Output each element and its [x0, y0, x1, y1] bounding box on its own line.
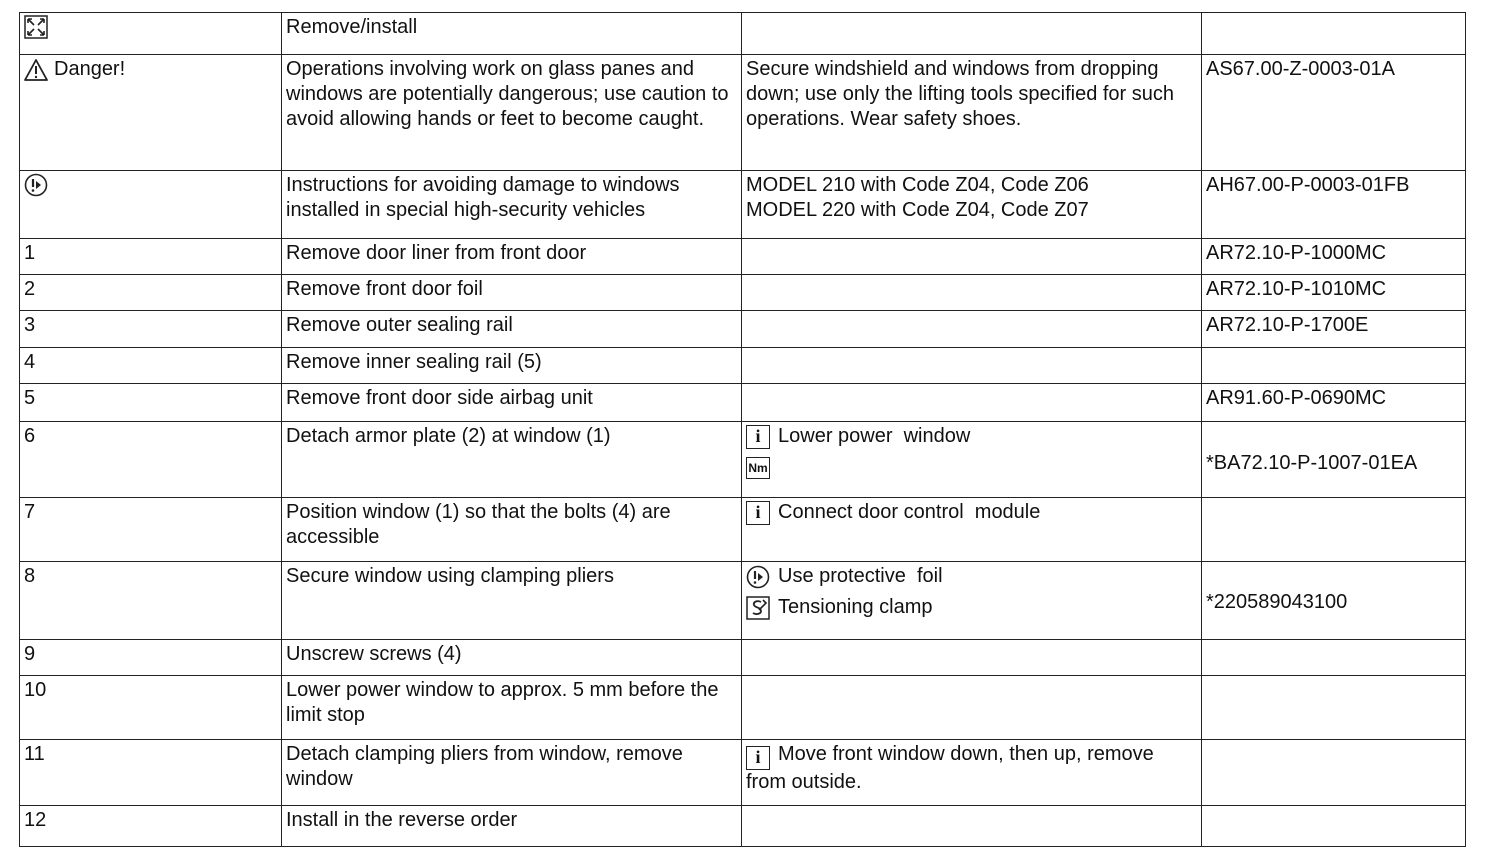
danger-remedy: Secure windshield and windows from dropping down; use only the lifting tools specified for such operations. Wear safety shoes.: [742, 55, 1202, 171]
info-icon[interactable]: i: [746, 501, 770, 525]
warning-triangle-icon: [24, 58, 48, 82]
step-ref-link[interactable]: AR72.10-P-1700E: [1202, 311, 1466, 348]
table-row: [20, 740, 1466, 806]
step-note: Move front window down, then up, remove from outside.: [746, 743, 1154, 793]
step-note: Lower power window: [778, 425, 971, 447]
step-number: 8: [20, 562, 282, 640]
special-tool-icon[interactable]: [746, 596, 770, 620]
step-number: 3: [20, 311, 282, 348]
table-row: [20, 13, 1466, 55]
table-row: [20, 498, 1466, 562]
step-number: 12: [20, 806, 282, 847]
procedure-title: Remove/install: [282, 13, 742, 55]
table-row: [20, 348, 1466, 384]
step-number: 5: [20, 384, 282, 422]
model-line: MODEL 220 with Code Z04, Code Z07: [746, 199, 1089, 221]
step-note: Tensioning clamp: [778, 596, 933, 618]
step-action: Remove inner sealing rail (5): [282, 348, 742, 384]
table-row: [20, 640, 1466, 676]
step-ref-link[interactable]: *BA72.10-P-1007-01EA: [1206, 452, 1418, 474]
step-ref-link[interactable]: [1202, 676, 1466, 740]
step-number: 10: [20, 676, 282, 740]
caution-note-icon: [24, 173, 48, 197]
procedure-table: [19, 12, 1466, 847]
table-row: [20, 55, 1466, 171]
step-note: Use protective foil: [778, 565, 943, 587]
danger-text: Operations involving work on glass panes and windows are potentially dangerous; use caution to avoid allowing hands or feet to become caught.: [282, 55, 742, 171]
step-ref-link[interactable]: AR91.60-P-0690MC: [1202, 384, 1466, 422]
step-number: 1: [20, 239, 282, 275]
expand-arrows-icon: [24, 15, 48, 39]
model-line: MODEL 210 with Code Z04, Code Z06: [746, 174, 1089, 196]
table-row: [20, 311, 1466, 348]
table-row: [20, 562, 1466, 640]
step-action: Remove outer sealing rail: [282, 311, 742, 348]
step-action: Install in the reverse order: [282, 806, 742, 847]
danger-label: Danger!: [54, 58, 126, 80]
step-action: Unscrew screws (4): [282, 640, 742, 676]
caution-ref-link[interactable]: AH67.00-P-0003-01FB: [1202, 171, 1466, 239]
step-ref-link[interactable]: [1202, 740, 1466, 806]
step-number: 6: [20, 422, 282, 498]
step-action: Lower power window to approx. 5 mm before the limit stop: [282, 676, 742, 740]
step-ref-link[interactable]: AR72.10-P-1010MC: [1202, 275, 1466, 311]
step-number: 9: [20, 640, 282, 676]
table-row: [20, 422, 1466, 498]
step-number: 2: [20, 275, 282, 311]
step-action: Secure window using clamping pliers: [282, 562, 742, 640]
step-ref-link[interactable]: [1202, 806, 1466, 847]
step-action: Remove front door side airbag unit: [282, 384, 742, 422]
table-row: [20, 275, 1466, 311]
step-ref-link[interactable]: [1202, 640, 1466, 676]
torque-nm-icon[interactable]: Nm: [746, 457, 770, 479]
step-ref-link[interactable]: [1202, 498, 1466, 562]
step-number: 7: [20, 498, 282, 562]
step-action: Remove front door foil: [282, 275, 742, 311]
step-note: Connect door control module: [778, 501, 1041, 523]
step-action: Position window (1) so that the bolts (4) are accessible: [282, 498, 742, 562]
step-number: 11: [20, 740, 282, 806]
table-row: [20, 806, 1466, 847]
caution-note-icon[interactable]: [746, 565, 770, 589]
step-ref-link[interactable]: *220589043100: [1206, 591, 1348, 613]
step-ref-link[interactable]: [1202, 348, 1466, 384]
table-row: [20, 171, 1466, 239]
step-number: 4: [20, 348, 282, 384]
step-ref-link[interactable]: AR72.10-P-1000MC: [1202, 239, 1466, 275]
info-icon[interactable]: i: [746, 746, 770, 770]
table-row: [20, 676, 1466, 740]
info-icon[interactable]: i: [746, 425, 770, 449]
table-row: [20, 239, 1466, 275]
caution-text: Instructions for avoiding damage to windows installed in special high-security vehicles: [282, 171, 742, 239]
danger-ref-link[interactable]: AS67.00-Z-0003-01A: [1202, 55, 1466, 171]
step-action: Remove door liner from front door: [282, 239, 742, 275]
step-action: Detach clamping pliers from window, remove window: [282, 740, 742, 806]
table-row: [20, 384, 1466, 422]
step-action: Detach armor plate (2) at window (1): [282, 422, 742, 498]
